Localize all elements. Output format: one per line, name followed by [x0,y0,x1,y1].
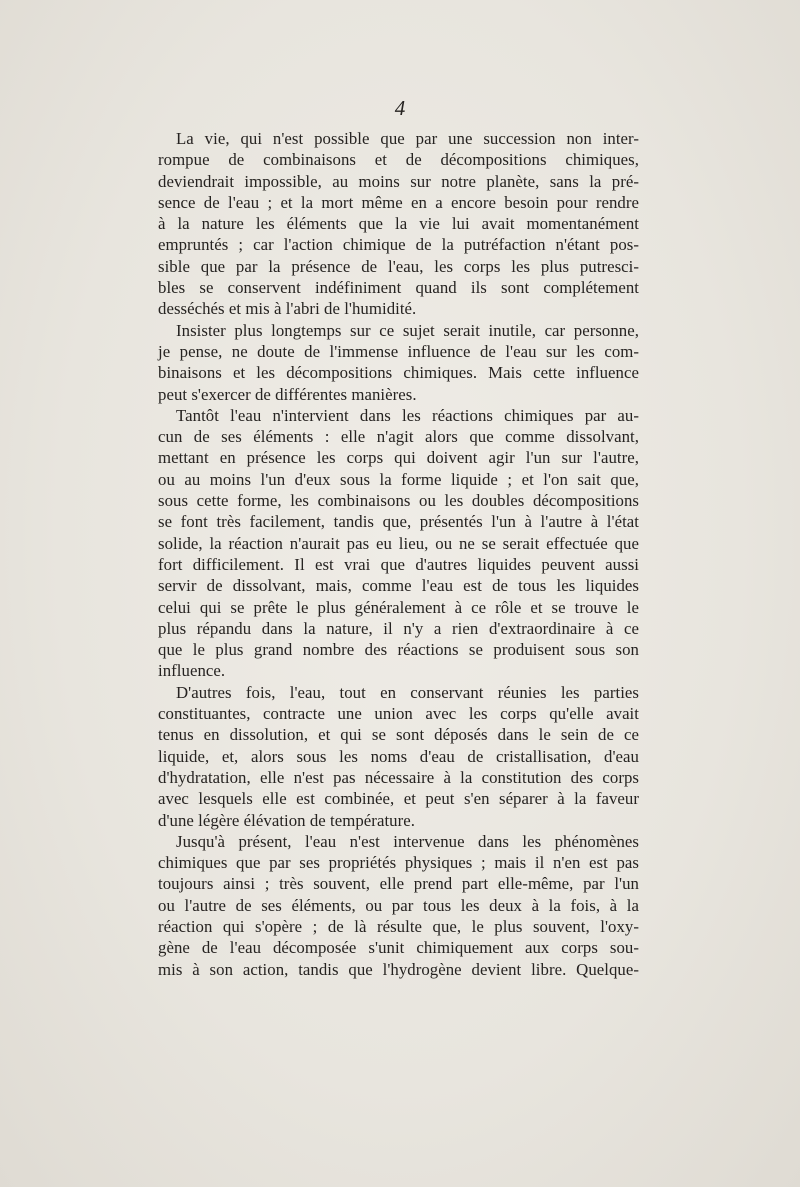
text-line: ou l'autre de ses éléments, ou par tous les deux à la fois, à la [158,895,639,915]
text-line: plus répandu dans la nature, il n'y a rien d'extraordinaire à ce [158,618,639,638]
text-line: chimiques que par ses propriétés physiques ; mais il n'en est pas [158,853,639,873]
text-line: La vie, qui n'est possible que par une succession non inter- [176,129,639,148]
text-line: toujours ainsi ; très souvent, elle prend part elle-même, par l'un [158,874,639,894]
text-line: à la nature les éléments que la vie lui avait momentanément [158,214,639,234]
text-line: fort difficilement. Il est vrai que d'autres liquides peuvent aussi [158,554,639,574]
text-line: deviendrait impossible, au moins sur notre planète, sans la pré- [158,171,639,191]
text-line: tenus en dissolution, et qui se sont déposés dans le sein de ce [158,725,639,745]
text-line: binaisons et les décompositions chimiques. Mais cette influence [158,363,639,383]
body-text [158,128,639,980]
text-line: liquide, et, alors sous les noms d'eau de cristallisation, d'eau [158,746,639,766]
text-line: d'hydratation, elle n'est pas nécessaire à la constitution des corps [158,767,639,787]
text-line: je pense, ne doute de l'immense influence de l'eau sur les com- [158,341,639,361]
text-line: réaction qui s'opère ; de là résulte que, le plus souvent, l'oxy- [158,916,639,936]
text-line: mis à son action, tandis que l'hydrogène devient libre. Quelque- [158,959,639,979]
text-line: bles se conservent indéfiniment quand ils sont complétement [158,278,639,298]
text-line: Tantôt l'eau n'intervient dans les réactions chimiques par au- [176,405,639,425]
text-line: sence de l'eau ; et la mort même en a encore besoin pour rendre [158,192,639,212]
text-line: mettant en présence les corps qui doivent agir l'un sur l'autre, [158,448,639,468]
text-line: Insister plus longtemps sur ce sujet serait inutile, car personne, [176,320,639,340]
text-line: celui qui se prête le plus généralement à ce rôle et se trouve le [158,597,639,617]
text-line: D'autres fois, l'eau, tout en conservant réunies les parties [176,682,639,702]
text-line: Jusqu'à présent, l'eau n'est intervenue dans les phénomènes [176,831,639,851]
text-line: peut s'exercer de différentes manières. [158,384,417,404]
text-line: servir de dissolvant, mais, comme l'eau est de tous les liquides [158,576,639,596]
text-line: solide, la réaction n'aurait pas eu lieu, ou ne se serait effectuée que [158,533,639,553]
text-line: constituantes, contracte une union avec les corps qu'elle avait [158,704,639,724]
text-line: influence. [158,661,226,681]
text-line: ou au moins l'un d'eux sous la forme liquide ; et l'on sait que, [158,469,639,489]
text-line: sous cette forme, les combinaisons ou les doubles décompositions [158,491,639,511]
text-line: se font très facilement, tandis que, présentés l'un à l'autre à l'état [158,512,639,532]
text-line: que le plus grand nombre des réactions se produisent sous son [158,640,639,660]
text-line: sible que par la présence de l'eau, les corps les plus putresci- [158,256,639,276]
text-line: d'une légère élévation de température. [158,810,415,830]
text-line: empruntés ; car l'action chimique de la putréfaction n'étant pos- [158,235,639,255]
text-line: desséchés et mis à l'abri de l'humidité. [158,299,417,319]
text-line: cun de ses éléments : elle n'agit alors que comme dissolvant, [158,427,639,447]
text-line: rompue de combinaisons et de décompositions chimiques, [158,150,639,170]
text-line: avec lesquels elle est combinée, et peut s'en séparer à la faveur [158,789,639,809]
text-line: gène de l'eau décomposée s'unit chimiquement aux corps sou- [158,938,639,958]
page-number: 4 [394,96,406,120]
